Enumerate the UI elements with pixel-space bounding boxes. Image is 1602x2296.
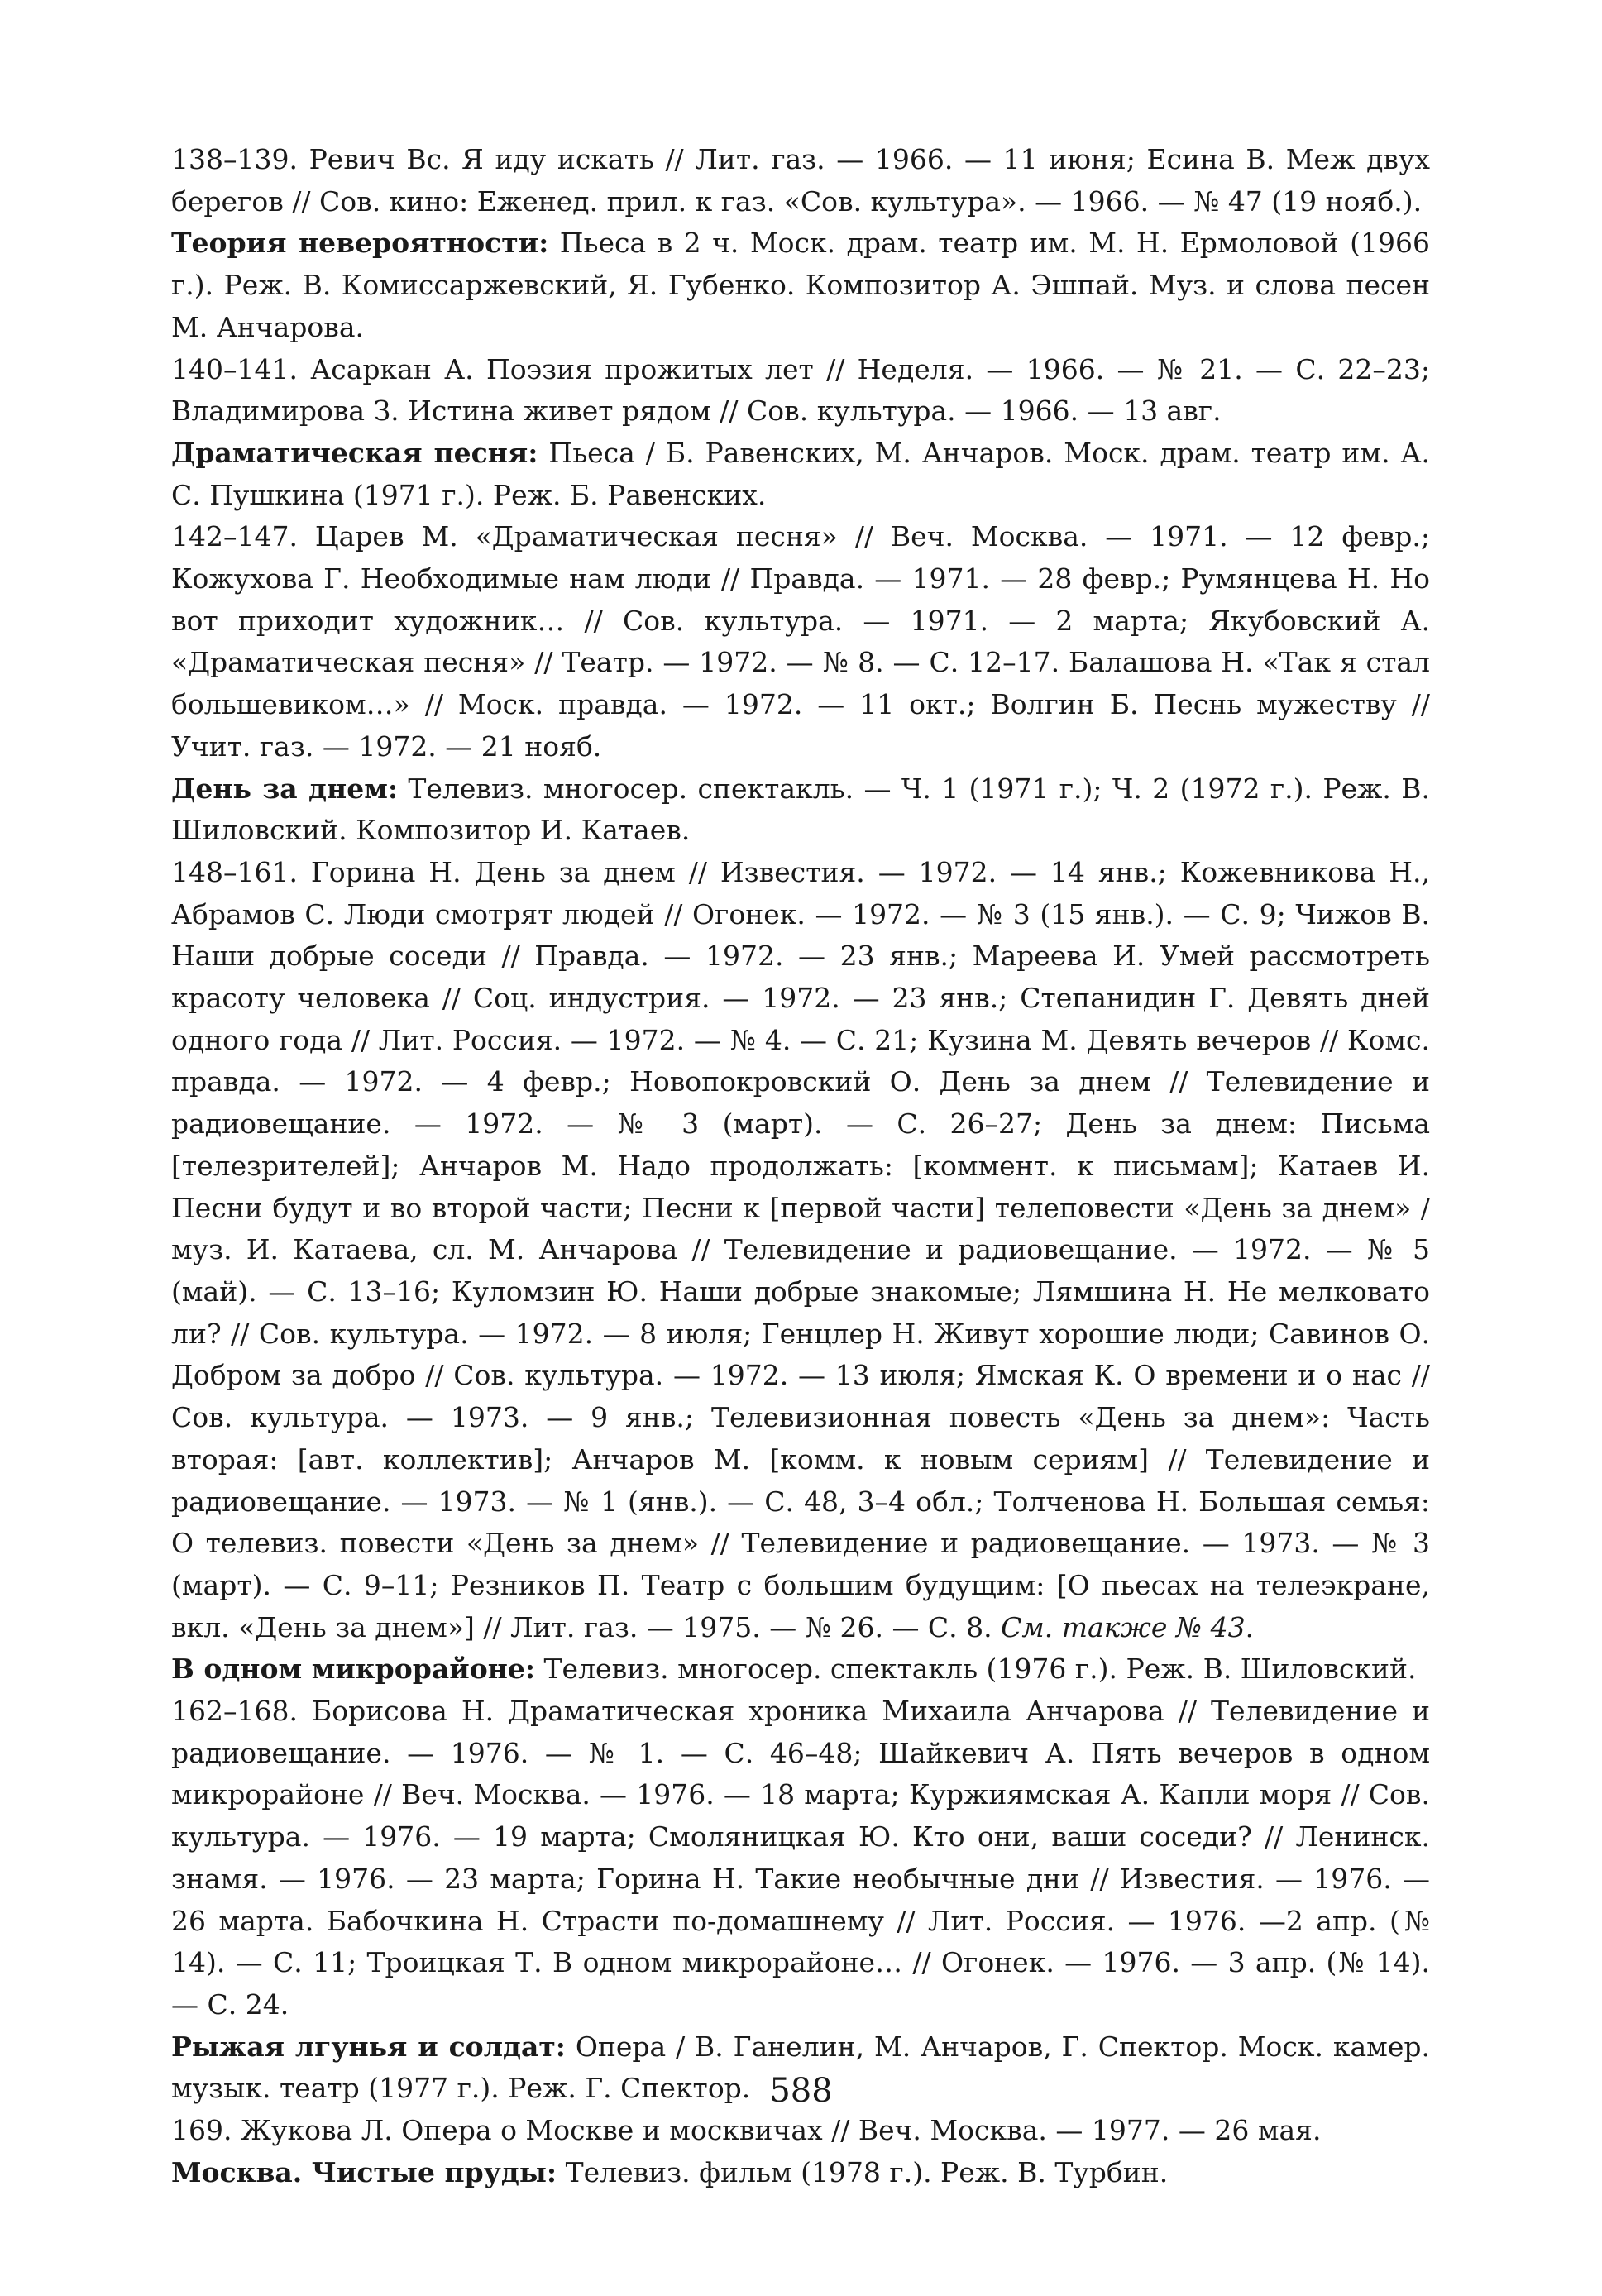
reference-entry bbox=[171, 139, 1430, 222]
production-details: Опера / В. Ганелин, М. Анчаров, Г. Спектор. Моск. камер. музык. театр (1977 г.). Реж. Г. Спектор. bbox=[171, 2030, 1430, 2105]
production-details: Пьеса в 2 ч. Моск. драм. театр им. М. Н. Ермоловой (1966 г.). Реж. В. Комиссаржевский, Я. Губенко. Композитор А. Эшпай. Муз. и слова песен М. Анчарова. bbox=[171, 227, 1430, 343]
reference-entry bbox=[171, 516, 1430, 768]
production-entry bbox=[171, 768, 1430, 852]
production-entry bbox=[171, 222, 1430, 348]
production-details: Телевиз. многосер. спектакль. — Ч. 1 (1971 г.); Ч. 2 (1972 г.). Реж. В. Шиловский. Композитор И. Катаев. bbox=[171, 772, 1430, 847]
production-entry bbox=[171, 433, 1430, 516]
production-entry bbox=[171, 2152, 1430, 2194]
production-title: Рыжая лгунья и солдат: bbox=[171, 2030, 566, 2063]
page-body bbox=[171, 139, 1430, 2193]
reference-entry bbox=[171, 2110, 1430, 2152]
reference-entry bbox=[171, 1691, 1430, 2026]
reference-text: 142–147. Царев М. «Драматическая песня» // Веч. Москва. — 1971. — 12 февр.; Кожухова Г. Необходимые нам люди // Правда. — 1971. — 28 февр.; Румянцева Н. Но вот приходит художник… // Сов. культура. — 1971. — 2 марта; Якубовский А. «Драматическая песня» // Театр. — 1972. — № 8. — С. 12–17. Балашова Н. «Так я стал большевиком…» // Моск. правда. — 1972. — 11 окт.; Волгин Б. Песнь мужеству // Учит. газ. — 1972. — 21 нояб. bbox=[171, 520, 1430, 763]
production-title: Теория невероятности: bbox=[171, 227, 549, 260]
production-title: Москва. Чистые пруды: bbox=[171, 2155, 557, 2188]
reference-entry bbox=[171, 852, 1430, 1648]
cross-reference: См. также № 43. bbox=[1001, 1610, 1255, 1643]
production-title: В одном микрорайоне: bbox=[171, 1653, 536, 1686]
production-details: Пьеса / Б. Равенских, М. Анчаров. Моск. драм. театр им. А. С. Пушкина (1971 г.). Реж. Б. Равенских. bbox=[171, 436, 1430, 511]
reference-text: 148–161. Горина Н. День за днем // Известия. — 1972. — 14 янв.; Кожевникова Н., Абрамов С. Люди смотрят людей // Огонек. — 1972. — № 3 (15 янв.). — С. 9; Чижов В. Наши добрые соседи // Правда. — 1972. — 23 янв.; Мареева И. Умей рассмотреть красоту человека // Соц. индустрия. — 1972. — 23 янв.; Степанидин Г. Девять дней одного года // Лит. Россия. — 1972. — № 4. — С. 21; Кузина М. Девять вечеров // Комс. правда. — 1972. — 4 февр.; Новопокровский О. День за днем // Телевидение и радиовещание. — 1972. — № 3 (март). — С. 26–27; День за днем: Письма [телезрителей]; Анчаров М. Надо продолжать: [коммент. к письмам]; Катаев И. Песни будут и во второй части; Песни к [первой части] телеповести «День за днем» / муз. И. Катаева, сл. М. Анчарова // Телевидение и радиовещание. — 1972. — № 5 (май). — С. 13–16; Куломзин Ю. Наши добрые знакомые; Лямшина Н. Не мелковато ли? // Сов. культура. — 1972. — 8 июля; Генцлер Н. Живут хорошие люди; Савинов О. Добром за добро // Сов. культура. — 1972. — 13 июля; Ямская К. О времени и о нас // Сов. культура. — 1973. — 9 янв.; Телевизионная повесть «День за днем»: Часть вторая: [авт. коллектив]; Анчаров М. [комм. к новым сериям] // Телевидение и радиовещание. — 1973. — № 1 (янв.). — С. 48, 3–4 обл.; Толченова Н. Большая семья: О телевиз. повести «День за днем» // Телевидение и радиовещание. — 1973. — № 3 (март). — С. 9–11; Резников П. Театр с большим будущим: [О пьесах на телеэкране, вкл. «День за днем»] // Лит. газ. — 1975. — № 26. — С. 8. bbox=[171, 855, 1430, 1643]
reference-text: 162–168. Борисова Н. Драматическая хроника Михаила Анчарова // Телевидение и радиовещание. — 1976. — № 1. — С. 46–48; Шайкевич А. Пять вечеров в одном микрорайоне // Веч. Москва. — 1976. — 18 марта; Куржиямская А. Капли моря // Сов. культура. — 1976. — 19 марта; Смоляницкая Ю. Кто они, ваши соседи? // Ленинск. знамя. — 1976. — 23 марта; Горина Н. Такие необычные дни // Известия. — 1976. — 26 марта. Бабочкина Н. Страсти по-домашнему // Лит. Россия. — 1976. —2 апр. (№ 14). — С. 11; Троицкая Т. В одном микрорайоне… // Огонек. — 1976. — 3 апр. (№ 14). — С. 24. bbox=[171, 1695, 1430, 2021]
production-details: Телевиз. многосер. спектакль (1976 г.). Реж. В. Шиловский. bbox=[535, 1653, 1417, 1686]
production-entry bbox=[171, 1648, 1430, 1691]
reference-entry bbox=[171, 349, 1430, 433]
production-title: День за днем: bbox=[171, 772, 399, 805]
page-number: 588 bbox=[769, 2072, 833, 2110]
reference-text: 169. Жукова Л. Опера о Москве и москвичах // Веч. Москва. — 1977. — 26 мая. bbox=[171, 2114, 1322, 2147]
reference-text: 140–141. Асаркан А. Поэзия прожитых лет // Неделя. — 1966. — № 21. — С. 22–23; Владимирова З. Истина живет рядом // Сов. культура. — 1966. — 13 авг. bbox=[171, 352, 1430, 428]
production-details: Телевиз. фильм (1978 г.). Реж. В. Турбин. bbox=[557, 2155, 1169, 2188]
reference-text: 138–139. Ревич Вс. Я иду искать // Лит. газ. — 1966. — 11 июня; Есина В. Меж двух берегов // Сов. кино: Еженед. прил. к газ. «Сов. культура». — 1966. — № 47 (19 нояб.). bbox=[171, 143, 1430, 218]
production-title: Драматическая песня: bbox=[171, 436, 538, 469]
